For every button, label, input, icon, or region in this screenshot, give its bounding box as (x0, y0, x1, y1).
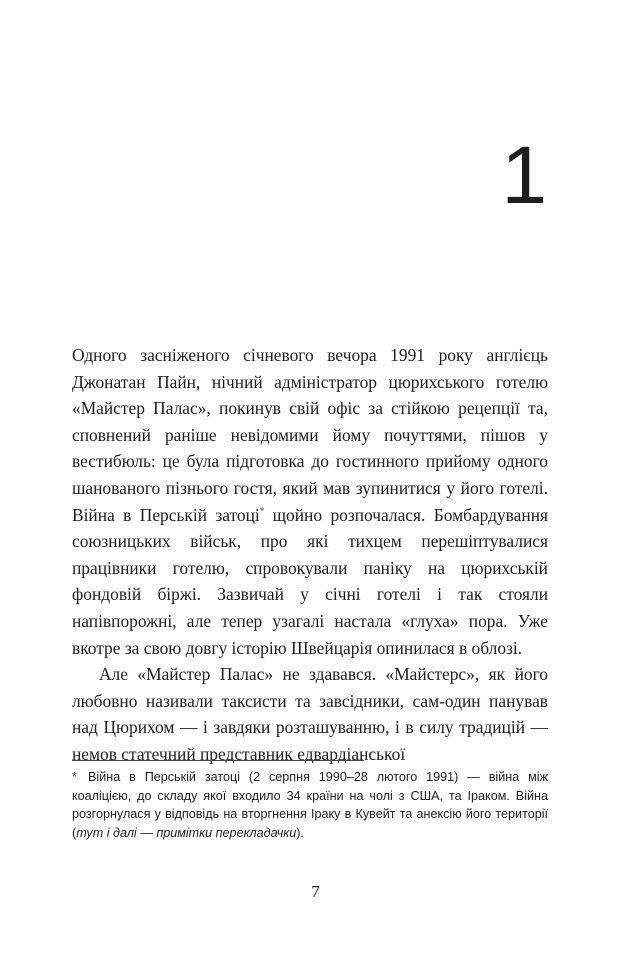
paragraph-text: щойно розпочалася. Бомбардування союзницьких військ, про які тихцем перешіптувалися працівники готелю, спровокували паніку на цюрихській фондовій біржі. Зазвичай у січні готелі і так стояли напівпорожні, але тепер узагалі настала «глуха» пора. Уже вкотре за свою довгу історію Швейцарія опинилася в облозі. (72, 504, 548, 658)
footnote-marker: * (72, 770, 77, 784)
footnote-italic-note: тут і далі — примітки перекладачки (76, 825, 297, 840)
chapter-number: 1 (501, 130, 547, 221)
footnote-text: Війна в Перській затоці (2 серпня 1990–28 лютого 1991) — війна між коаліцією, до складу якої входило 34 країни на чолі з США, та Іраком. Війна розгорнулася у відповідь на вторгнення Іраку в Кувейт та анексію його території ( (72, 770, 548, 840)
footnote-reference[interactable]: * (259, 505, 265, 516)
footnote (72, 768, 548, 842)
paragraph (72, 342, 548, 661)
page-number: 7 (311, 882, 320, 901)
body-text (72, 342, 548, 768)
paragraph: Але «Майстер Палас» не здавався. «Майстерс», як його любовно називали таксисти та завсідники, сам-один панував над Цюрихом — і завдяки розташуванню, і в силу традицій — немов статечний представник едвардіанської (72, 664, 548, 764)
footnote-text: ). (296, 825, 304, 840)
paragraph-text: Одного засніженого січневого вечора 1991 року англієць Джонатан Пайн, нічний адміністратор цюрихського готелю «Майстер Палас», покинув свій офіс за стійкою рецепції та, сповнений раніше невідомими йому почуттями, пішов у вестибюль: це була підготовка до гостинного прийому одного шанованого пізнього гостя, який мав зупинитися у його готелі. Війна в Перській затоці (72, 345, 548, 525)
footnote-divider (72, 760, 364, 761)
